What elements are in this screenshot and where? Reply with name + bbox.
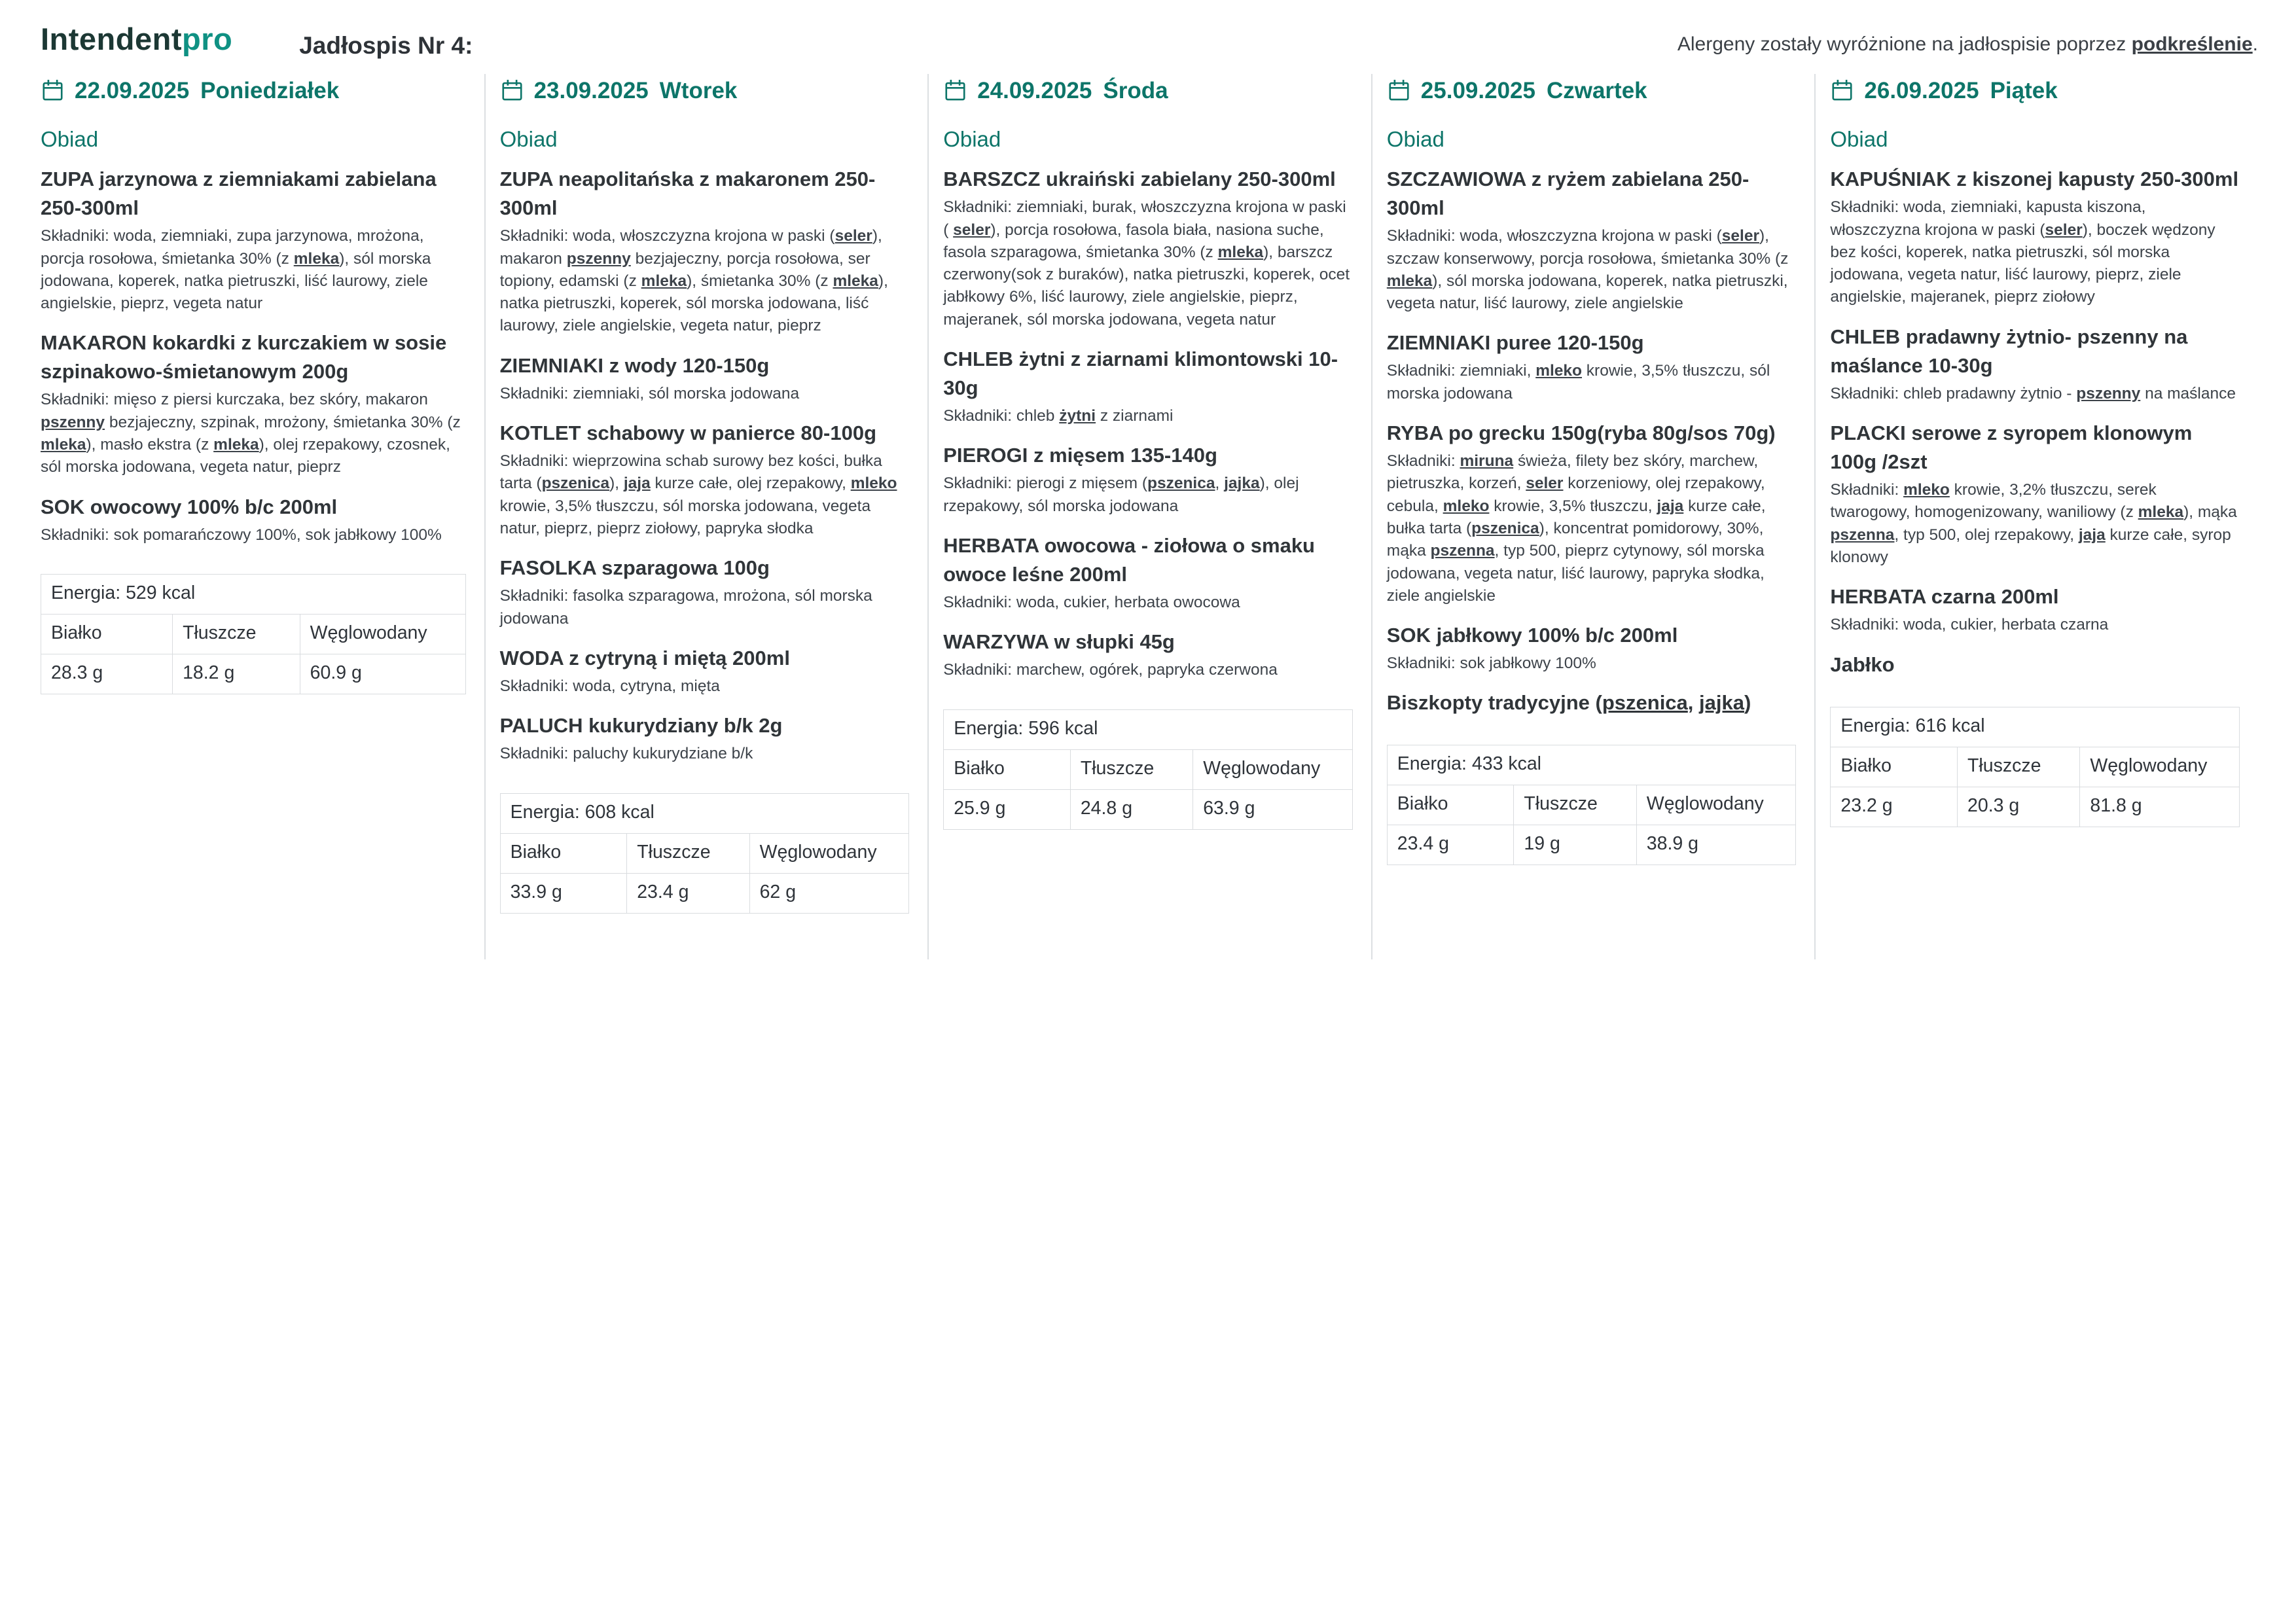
dish-ingredients: Składniki: sok pomarańczowy 100%, sok jabłkowy 100%: [41, 526, 442, 544]
allergen-term: jaja: [1657, 497, 1684, 515]
allergen-term: pszenny: [41, 413, 105, 431]
nutrition-value-cell: 20.3 g: [1958, 787, 2080, 827]
dish-title: PALUCH kukurydziany b/k 2g: [499, 714, 783, 738]
dish-ingredients: Składniki: ziemniaki, mleko krowie, 3,5% tłuszczu, sól morska jodowana: [1386, 362, 1770, 402]
allergen-term: mleka: [2138, 503, 2184, 522]
meal-label: Obiad: [1386, 126, 1444, 151]
nutrition-header-row: [500, 833, 909, 873]
dish-title: WARZYWA w słupki 45g: [943, 630, 1175, 654]
day-weekday: Poniedziałek: [200, 77, 340, 103]
allergen-term: jaja: [623, 474, 651, 493]
nutrition-value-cell: 28.3 g: [41, 654, 173, 694]
nutrition-table: [1387, 745, 1797, 865]
nutrition-header-row: [41, 614, 466, 654]
nutrition-value-cell: 63.9 g: [1193, 789, 1353, 829]
nutrition-table: [41, 574, 466, 694]
nutrition-energy-cell: Energia: 608 kcal: [500, 793, 909, 833]
dish-ingredients: Składniki: woda, włoszczyzna krojona w paski (seler), makaron pszenny bezjajeczny, porcja rosołowa, ser topiony, edamski (z mleka), śmietanka 30% (z mleka), natka pietruszki, koperek, sól morska jodowana, liść laurowy, ziele angielskie, vegeta natur, pieprz: [499, 227, 888, 335]
allergen-note-highlight: podkreślenie: [2131, 33, 2253, 55]
dish-title: SOK owocowy 100% b/c 200ml: [41, 495, 338, 518]
nutrition-table: [943, 709, 1353, 830]
allergen-term: żytni: [1059, 407, 1096, 425]
allergen-term: pszenna: [1830, 526, 1895, 544]
nutrition-header-cell: Węglowodany: [1636, 785, 1796, 825]
dish-title: KOTLET schabowy w panierce 80-100g: [499, 421, 877, 445]
dish-title: Biszkopty tradycyjne (pszenica, jajka): [1386, 691, 1751, 715]
dish-title: RYBA po grecku 150g(ryba 80g/sos 70g): [1386, 421, 1776, 445]
nutrition-value-cell: 23.4 g: [627, 873, 749, 913]
nutrition-energy-row: [1831, 707, 2240, 747]
logo-text-pro: pro: [181, 22, 233, 56]
nutrition-value-cell: 60.9 g: [300, 654, 465, 694]
nutrition-header-cell: Białko: [1387, 785, 1514, 825]
nutrition-header-cell: Tłuszcze: [1070, 749, 1193, 789]
allergen-term: pszenna: [1430, 542, 1495, 560]
day-date: 22.09.2025: [75, 77, 190, 103]
dish-title: WODA z cytryną i miętą 200ml: [499, 646, 790, 669]
nutrition-header-cell: Węglowodany: [2080, 747, 2240, 787]
calendar-icon: [41, 79, 65, 103]
allergen-term: jajka: [1699, 691, 1744, 715]
dish-ingredients: Składniki: mięso z piersi kurczaka, bez skóry, makaron pszenny bezjajeczny, szpinak, mrożony, śmietanka 30% (z mleka), masło ekstra (z mleka), olej rzepakowy, czosnek, sól morska jodowana, vegeta natur, pieprz: [41, 391, 461, 476]
allergen-term: mleka: [213, 436, 259, 454]
dish-title: CHLEB pradawny żytnio- pszenny na maślance 10-30g: [1830, 325, 2188, 377]
allergen-term: mleka: [293, 249, 340, 268]
nutrition-values-row: [41, 654, 466, 694]
allergen-term: seler: [834, 227, 872, 245]
meal-label: Obiad: [499, 126, 558, 151]
dish-title: ZUPA jarzynowa z ziemniakami zabielana 250-300ml: [41, 168, 437, 220]
dish-title: Jabłko: [1830, 652, 1895, 676]
allergen-term: mleko: [1903, 481, 1950, 499]
dish-ingredients: Składniki: chleb żytni z ziarnami: [943, 407, 1174, 425]
nutrition-energy-row: [944, 709, 1353, 749]
allergen-term: seler: [1721, 227, 1760, 245]
allergen-term: mleko: [1535, 362, 1582, 380]
nutrition-header-cell: Węglowodany: [300, 614, 465, 654]
day-date: 23.09.2025: [533, 77, 649, 103]
nutrition-value-cell: 38.9 g: [1636, 825, 1796, 865]
allergen-term: jaja: [2078, 526, 2106, 544]
allergen-term: seler: [1526, 474, 1564, 493]
day-column: [1371, 74, 1815, 959]
dish-ingredients: Składniki: wieprzowina schab surowy bez kości, bułka tarta (pszenica), jaja kurze całe, olej rzepakowy, mleko krowie, 3,5% tłuszczu, sól morska jodowana, vegeta natur, pieprz, pieprz ziołowy, papryka słodka: [499, 452, 897, 537]
nutrition-value-cell: 19 g: [1514, 825, 1636, 865]
day-weekday: Środa: [1103, 77, 1168, 103]
calendar-icon: [1830, 79, 1854, 103]
dish-ingredients: Składniki: miruna świeża, filety bez skóry, marchew, pietruszka, korzeń, seler korzeniowy, olej rzepakowy, cebula, mleko krowie, 3,5% tłuszczu, jaja kurze całe, bułka tarta (pszenica), koncentrat pomidorowy, 30%, mąka pszenna, typ 500, pieprz cytynowy, sól morska jodowana, vegeta natur, liść laurowy, papryka słodka, ziele angielskie: [1386, 452, 1766, 605]
allergen-term: pszenica: [1471, 519, 1539, 537]
nutrition-values-row: [1831, 787, 2240, 827]
nutrition-values-row: [944, 789, 1353, 829]
nutrition-value-cell: 18.2 g: [173, 654, 300, 694]
dish-ingredients: Składniki: woda, ziemniaki, kapusta kiszona, włoszczyzna krojona w paski (seler), boczek wędzony bez kości, koperek, natka pietruszki, sól morska jodowana, vegeta natur, liść laurowy, pieprz, ziele angielskie, majeranek, pieprz ziołowy: [1830, 198, 2215, 306]
app-logo: [41, 22, 232, 56]
nutrition-header-cell: Tłuszcze: [173, 614, 300, 654]
day-header: [1830, 78, 2240, 104]
nutrition-header-cell: Węglowodany: [1193, 749, 1353, 789]
allergen-term: mleko: [1443, 497, 1490, 515]
dish-title: FASOLKA szparagowa 100g: [499, 556, 770, 580]
dish-ingredients: Składniki: paluchy kukurydziane b/k: [499, 745, 753, 763]
day-column: [41, 74, 484, 959]
page-title: Jadłospis Nr 4:: [299, 32, 473, 59]
day-date: 26.09.2025: [1864, 77, 1979, 103]
nutrition-header-row: [1387, 785, 1796, 825]
nutrition-header-cell: Białko: [41, 614, 173, 654]
calendar-icon: [1387, 79, 1411, 103]
days-grid: [41, 74, 2258, 959]
allergen-term: jajka: [1224, 474, 1260, 493]
nutrition-energy-cell: Energia: 596 kcal: [944, 709, 1353, 749]
dish-ingredients: Składniki: marchew, ogórek, papryka czerwona: [943, 661, 1278, 679]
nutrition-header-row: [1831, 747, 2240, 787]
day-weekday: Czwartek: [1546, 77, 1647, 103]
page-header: [41, 22, 2258, 60]
nutrition-value-cell: 33.9 g: [500, 873, 627, 913]
nutrition-value-cell: 23.2 g: [1831, 787, 1958, 827]
day-date: 24.09.2025: [977, 77, 1092, 103]
dish-title: HERBATA owocowa - ziołowa o smaku owoce leśne 200ml: [943, 533, 1315, 586]
dish-ingredients: Składniki: woda, cytryna, mięta: [499, 677, 720, 695]
dish-title: ZIEMNIAKI z wody 120-150g: [499, 353, 770, 377]
dish-ingredients: Składniki: woda, ziemniaki, zupa jarzynowa, mrożona, porcja rosołowa, śmietanka 30% (z mleka), sól morska jodowana, koperek, natka pietruszki, liść laurowy, ziele angielskie, pieprz, vegeta natur: [41, 227, 431, 313]
nutrition-energy-cell: Energia: 529 kcal: [41, 574, 466, 614]
meal-label: Obiad: [41, 126, 99, 151]
day-column: [1814, 74, 2258, 959]
allergen-term: mleka: [41, 436, 86, 454]
nutrition-energy-row: [41, 574, 466, 614]
allergen-term: pszenny: [566, 249, 631, 268]
nutrition-energy-cell: Energia: 433 kcal: [1387, 745, 1796, 785]
allergen-term: miruna: [1460, 452, 1514, 471]
day-header: [41, 78, 466, 104]
day-header: [500, 78, 910, 104]
allergen-term: mleka: [641, 272, 687, 290]
nutrition-energy-cell: Energia: 616 kcal: [1831, 707, 2240, 747]
allergen-term: pszenica: [541, 474, 610, 493]
meal-label: Obiad: [1830, 126, 1888, 151]
dish-title: ZIEMNIAKI puree 120-150g: [1386, 331, 1644, 355]
allergen-term: mleka: [833, 272, 878, 290]
nutrition-header-cell: Tłuszcze: [1514, 785, 1636, 825]
dish-title: CHLEB żytni z ziarnami klimontowski 10-30g: [943, 348, 1338, 400]
dish-ingredients: Składniki: mleko krowie, 3,2% tłuszczu, serek twarogowy, homogenizowany, waniliowy (z mleka), mąka pszenna, typ 500, olej rzepakowy, jaja kurze całe, syrop klonowy: [1830, 481, 2237, 566]
allergen-term: mleko: [850, 474, 897, 493]
dish-ingredients: Składniki: fasolka szparagowa, mrożona, sól morska jodowana: [499, 587, 872, 628]
nutrition-header-cell: Białko: [944, 749, 1071, 789]
nutrition-header-cell: Węglowodany: [749, 833, 909, 873]
dish-ingredients: Składniki: woda, cukier, herbata czarna: [1830, 616, 2109, 634]
day-weekday: Wtorek: [659, 77, 738, 103]
nutrition-energy-row: [500, 793, 909, 833]
nutrition-values-row: [500, 873, 909, 913]
dish-ingredients: Składniki: ziemniaki, burak, włoszczyzna krojona w paski ( seler), porcja rosołowa, fasola biała, nasiona suche, fasola szparagowa, śmietanka 30% (z mleka), barszcz czerwony(sok z buraków), natka pietruszki, koperek, ocet jabłkowy 6%, liść laurowy, ziele angielskie, pieprz, majeranek, sól morska jodowana, vegeta natur: [943, 198, 1350, 329]
dish-title: SZCZAWIOWA z ryżem zabielana 250-300ml: [1386, 168, 1749, 220]
nutrition-value-cell: 25.9 g: [944, 789, 1071, 829]
allergen-term: seler: [953, 221, 991, 239]
dish-title: HERBATA czarna 200ml: [1830, 585, 2059, 609]
allergen-term: mleka: [1386, 272, 1433, 290]
allergen-term: seler: [2045, 221, 2083, 239]
allergen-note-suffix: .: [2252, 33, 2258, 55]
day-header: [1387, 78, 1797, 104]
allergen-note-prefix: Alergeny zostały wyróżnione na jadłospisie poprzez: [1677, 33, 2132, 55]
day-header: [943, 78, 1353, 104]
dish-title: PIEROGI z mięsem 135-140g: [943, 444, 1217, 467]
allergen-term: pszenica: [1147, 474, 1215, 493]
nutrition-table: [1830, 707, 2240, 827]
nutrition-values-row: [1387, 825, 1796, 865]
nutrition-energy-row: [1387, 745, 1796, 785]
logo-text-intendent: Intendent: [41, 22, 182, 56]
nutrition-header-cell: Białko: [500, 833, 627, 873]
dish-title: BARSZCZ ukraiński zabielany 250-300ml: [943, 168, 1336, 191]
dish-title: SOK jabłkowy 100% b/c 200ml: [1386, 624, 1678, 647]
nutrition-header-cell: Tłuszcze: [627, 833, 749, 873]
dish-title: MAKARON kokardki z kurczakiem w sosie szpinakowo-śmietanowym 200g: [41, 331, 447, 383]
nutrition-value-cell: 23.4 g: [1387, 825, 1514, 865]
day-weekday: Piątek: [1990, 77, 2058, 103]
dish-ingredients: Składniki: pierogi z mięsem (pszenica, jajka), olej rzepakowy, sól morska jodowana: [943, 474, 1299, 515]
allergen-note: [1677, 33, 2258, 56]
dish-ingredients: Składniki: ziemniaki, sól morska jodowana: [499, 384, 800, 402]
dish-ingredients: Składniki: woda, cukier, herbata owocowa: [943, 594, 1240, 611]
dish-title: ZUPA neapolitańska z makaronem 250-300ml: [499, 168, 876, 220]
dish-ingredients: Składniki: woda, włoszczyzna krojona w paski (seler), szczaw konserwowy, porcja rosołowa, śmietanka 30% (z mleka), sól morska jodowana, koperek, natka pietruszki, vegeta natur, liść laurowy, ziele angielskie: [1386, 227, 1789, 313]
calendar-icon: [500, 79, 524, 103]
allergen-term: pszenica: [1602, 691, 1688, 715]
allergen-term: mleka: [1217, 243, 1264, 261]
allergen-term: pszenny: [2076, 384, 2141, 402]
day-column: [927, 74, 1371, 959]
dish-title: KAPUŚNIAK z kiszonej kapusty 250-300ml: [1830, 168, 2239, 191]
meal-label: Obiad: [943, 126, 1001, 151]
calendar-icon: [943, 79, 967, 103]
dish-ingredients: Składniki: chleb pradawny żytnio - pszenny na maślance: [1830, 384, 2236, 402]
nutrition-header-cell: Tłuszcze: [1958, 747, 2080, 787]
nutrition-header-cell: Białko: [1831, 747, 1958, 787]
nutrition-table: [500, 793, 910, 914]
nutrition-value-cell: 81.8 g: [2080, 787, 2240, 827]
dish-ingredients: Składniki: sok jabłkowy 100%: [1386, 654, 1596, 673]
dish-title: PLACKI serowe z syropem klonowym 100g /2szt: [1830, 421, 2193, 474]
nutrition-value-cell: 24.8 g: [1070, 789, 1193, 829]
day-date: 25.09.2025: [1420, 77, 1535, 103]
nutrition-value-cell: 62 g: [749, 873, 909, 913]
nutrition-header-row: [944, 749, 1353, 789]
day-column: [484, 74, 928, 959]
